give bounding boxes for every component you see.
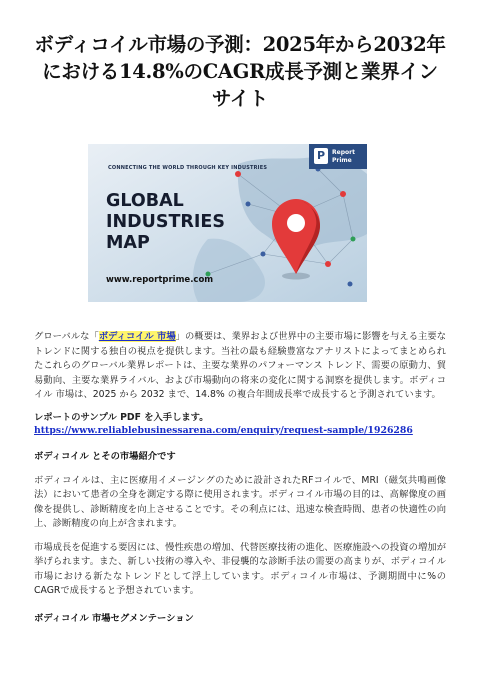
intro-paragraph: グローバルな「ボディコイル 市場」の概要は、業界および世界中の主要市場に影響を与える主要なトレンドに関する独自の視点を提供します。当社の最も経験豊富なアナリストによってまとめられたこれらのグローバル業界レポートは、主要な業界のパフォーマンス トレンド、需要の原動力、貿易動向、主要な業界ライバル、および市場動向の将来の変化に関する洞察を提供します。ボディコイル 市場は、2025 から 2032 まで、14.8% の複合年間成長率で成長すると予測されています。 xyxy=(34,331,446,400)
report-prime-logo xyxy=(309,144,367,169)
sample-request xyxy=(34,411,446,437)
sample-link[interactable]: https://www.reliablebusinessarena.com/enquiry/request-sample/1926286 xyxy=(34,424,413,436)
page-title: ボディコイル市場の予測：2025年から2032年における14.8%のCAGR成長予測と業界インサイト xyxy=(34,33,446,110)
market-link[interactable]: ボディコイル 市場 xyxy=(98,331,176,342)
banner-tagline: CONNECTING THE WORLD THROUGH KEY INDUSTRIES xyxy=(108,165,268,171)
section-heading-segmentation: ボディコイル 市場セグメンテーション xyxy=(34,612,194,624)
banner-url: www.reportprime.com xyxy=(106,275,214,285)
sample-label: レポートのサンプル PDF を入手します。 xyxy=(34,411,209,423)
report-banner-image xyxy=(88,144,367,302)
banner-title: GLOBAL INDUSTRIES MAP xyxy=(106,191,225,253)
logo-text: Report Prime xyxy=(332,149,355,164)
definition-paragraph: ボディコイルは、主に医療用イメージングのために設計されたRFコイルで、MRI（磁気共鳴画像法）において患者の全身を測定する際に使用されます。ボディコイル市場の目的は、高解像度の画像を提供し、診断精度を向上させることです。その利点には、迅速な検査時間、患者の快適性の向上、診断精度の向上が含まれます。 xyxy=(34,474,446,529)
section-heading-intro: ボディコイル とその市場紹介です xyxy=(34,450,176,462)
logo-mark-icon: P xyxy=(314,148,328,164)
growth-paragraph: 市場成長を促進する要因には、慢性疾患の増加、代替医療技術の進化、医療施設への投資の増加が挙げられます。また、新しい技術の導入や、非侵襲的な診断手法の需要の高まりが、ボディコイル市場における新たなトレンドとして浮上しています。ボディコイル市場は、予測期間中に%のCAGRで成長すると予想されています。 xyxy=(34,541,446,596)
